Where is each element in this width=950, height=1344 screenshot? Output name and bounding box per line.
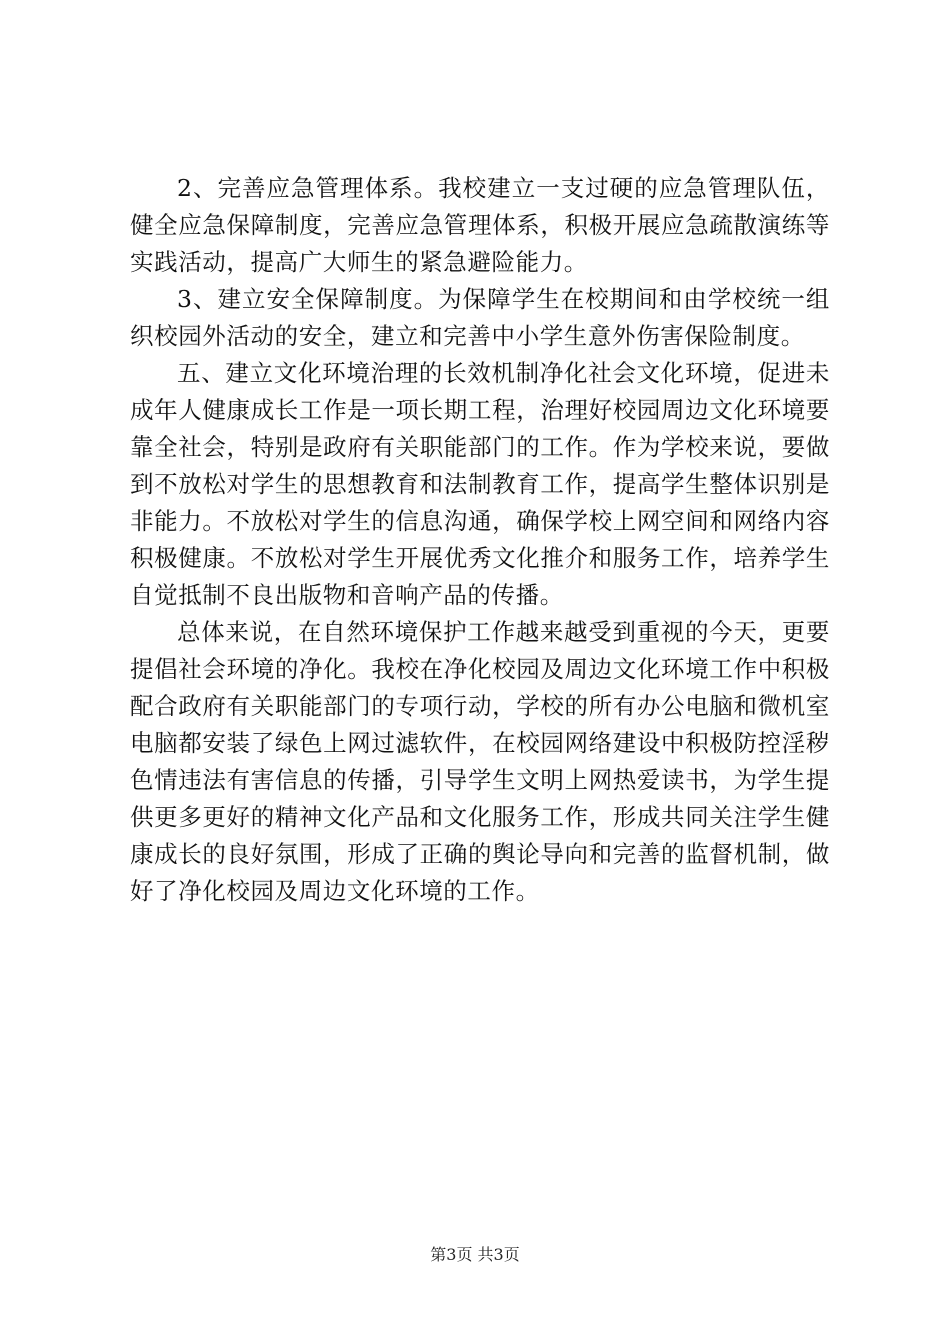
paragraph-emergency-management: 2、完善应急管理体系。我校建立一支过硬的应急管理队伍，健全应急保障制度，完善应急管理体系，积极开展应急疏散演练等实践活动，提高广大师生的紧急避险能力。 [130,174,830,276]
paragraph-safety-system: 3、建立安全保障制度。为保障学生在校期间和由学校统一组织校园外活动的安全，建立和完善中小学生意外伤害保险制度。 [130,285,830,350]
paragraph-cultural-environment: 五、建立文化环境治理的长效机制净化社会文化环境，促进未成年人健康成长工作是一项长期工程，治理好校园周边文化环境要靠全社会，特别是政府有关职能部门的工作。作为学校来说，要做到不放松对学生的思想教育和法制教育工作，提高学生整体识别是非能力。不放松对学生的信息沟通，确保学校上网空间和网络内容积极健康。不放松对学生开展优秀文化推介和服务工作，培养学生自觉抵制不良出版物和音响产品的传播。 [130,359,830,609]
document-body [130,170,830,910]
page-number-footer: 第3页 共3页 [430,1245,520,1264]
paragraph-summary: 总体来说，在自然环境保护工作越来越受到重视的今天，更要提倡社会环境的净化。我校在净化校园及周边文化环境工作中积极配合政府有关职能部门的专项行动，学校的所有办公电脑和微机室电脑都安装了绿色上网过滤软件，在校园网络建设中积极防控淫秽色情违法有害信息的传播，引导学生文明上网热爱读书，为学生提供更多更好的精神文化产品和文化服务工作，形成共同关注学生健康成长的良好氛围，形成了正确的舆论导向和完善的监督机制，做好了净化校园及周边文化环境的工作。 [130,618,830,905]
